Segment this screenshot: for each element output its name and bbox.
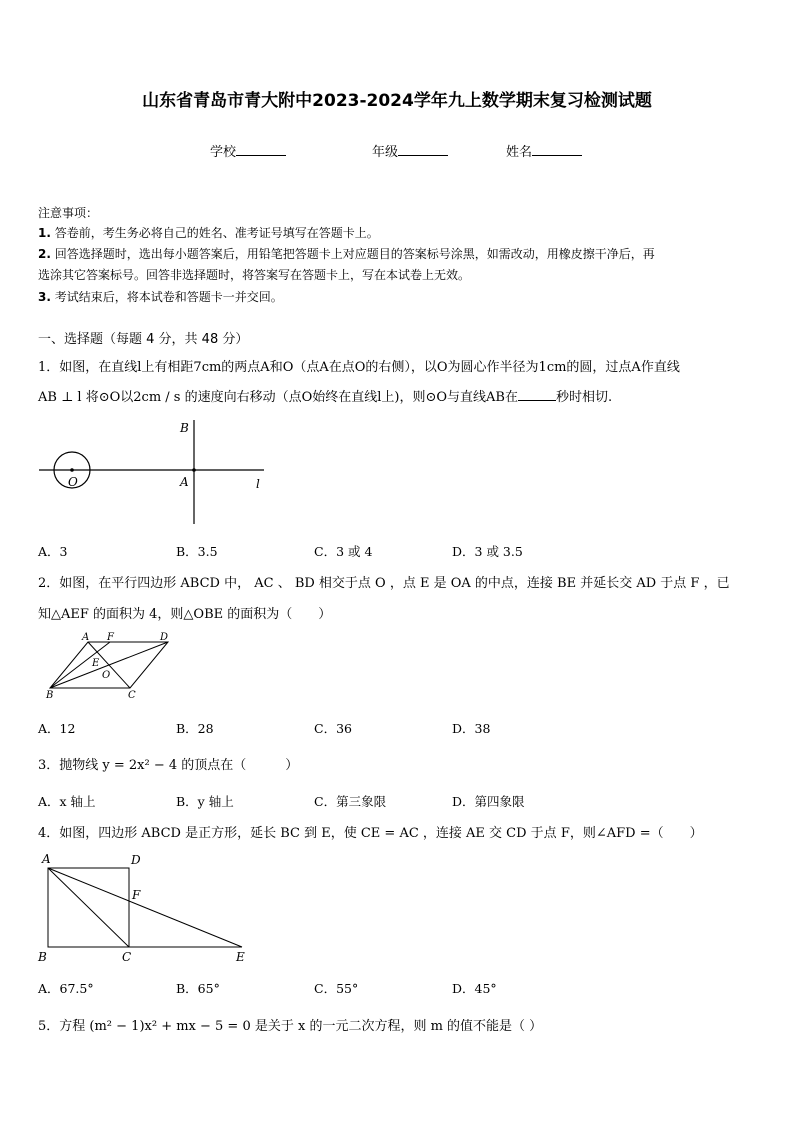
q1-text-line2 <box>38 386 612 405</box>
label-B: B <box>38 950 47 964</box>
school-blank[interactable] <box>236 143 286 156</box>
q2-figure <box>44 630 179 702</box>
notice-text: 选涂其它答案标号。回答非选择题时，将答案写在答题卡上，写在本试卷上无效。 <box>38 268 471 282</box>
q3-option-a[interactable]: A．x 轴上 <box>38 794 96 809</box>
grade-label: 年级 <box>372 145 399 160</box>
q2-option-d[interactable]: D．38 <box>452 721 491 736</box>
label-O: O <box>68 475 78 489</box>
point-A <box>192 468 196 472</box>
label-A: A <box>180 475 189 489</box>
label-F: F <box>107 632 114 643</box>
q2-option-b[interactable]: B．28 <box>176 721 214 736</box>
q4-option-d[interactable]: D．45° <box>452 981 497 996</box>
school-label: 学校 <box>210 145 237 160</box>
label-A: A <box>82 632 90 643</box>
notice-num: 1. <box>38 226 51 240</box>
q4-option-a[interactable]: A．67.5° <box>38 981 94 996</box>
name-blank[interactable] <box>532 143 582 156</box>
label-D: D <box>160 632 169 643</box>
section-heading: 一、选择题（每题 4 分，共 48 分） <box>38 332 249 347</box>
notice-text: 考试结束后，将本试卷和答题卡一并交回。 <box>54 290 283 304</box>
notice-item <box>38 245 655 262</box>
q2-option-a[interactable]: A．12 <box>38 721 76 736</box>
label-O: O <box>102 670 111 681</box>
q4-text-line1: 4．如图，四边形 ABCD 是正方形，延长 BC 到 E，使 CE = AC ，连接 AE 交 CD 于点 F，则∠AFD =（ ） <box>38 826 703 841</box>
label-E: E <box>236 950 245 964</box>
q4-figure <box>36 850 256 968</box>
label-A: A <box>42 852 51 866</box>
notice-num: 3. <box>38 290 51 304</box>
q2-text-line1: 2．如图，在平行四边形 ABCD 中， AC 、 BD 相交于点 O ，点 E 是 OA 的中点，连接 BE 并延长交 AD 于点 F ，已 <box>38 576 730 591</box>
q4-option-b[interactable]: B．65° <box>176 981 220 996</box>
label-B: B <box>46 690 54 701</box>
diagonal-AC <box>48 868 129 947</box>
label-E: E <box>92 658 100 669</box>
q5-text-line1: 5．方程 (m² − 1)x² + mx − 5 = 0 是关于 x 的一元二次方程，则 m 的值不能是（ ） <box>38 1019 543 1034</box>
q1-figure <box>36 416 276 528</box>
label-C: C <box>122 950 132 964</box>
q1-option-b[interactable]: B．3.5 <box>176 544 218 559</box>
q3-option-c[interactable]: C．第三象限 <box>314 794 387 809</box>
notice-num: 2. <box>38 247 51 261</box>
segment-AE <box>48 868 242 947</box>
notice-item <box>38 266 470 283</box>
q3-option-d[interactable]: D．第四象限 <box>452 794 525 809</box>
q3-text-line1: 3．抛物线 y = 2x² − 4 的顶点在（ ） <box>38 758 299 773</box>
label-B: B <box>180 421 189 435</box>
notice-heading: 注意事项： <box>38 206 99 220</box>
name-field <box>506 141 582 160</box>
notice-text: 答卷前，考生务必将自己的姓名、准考证号填写在答题卡上。 <box>54 226 379 240</box>
label-l: l <box>256 477 260 491</box>
notice-text: 回答选择题时，选出每小题答案后，用铅笔把答题卡上对应题目的答案标号涂黑，如需改动，用橡皮擦干净后，再 <box>54 247 655 261</box>
q1-option-a[interactable]: A．3 <box>38 544 68 559</box>
q2-text-line2: 知△AEF 的面积为 4，则△OBE 的面积为（ ） <box>38 607 332 622</box>
label-F: F <box>132 888 141 902</box>
label-C: C <box>128 690 136 701</box>
q1-answer-blank[interactable] <box>518 388 556 401</box>
school-field <box>210 141 286 160</box>
label-D: D <box>131 853 141 867</box>
page-title: 山东省青岛市青大附中2023-2024学年九上数学期末复习检测试题 <box>142 91 652 111</box>
q1-option-c[interactable]: C．3 或 4 <box>314 544 373 559</box>
grade-field <box>372 141 448 160</box>
q3-option-b[interactable]: B．y 轴上 <box>176 794 234 809</box>
point-O <box>70 468 74 472</box>
grade-blank[interactable] <box>398 143 448 156</box>
q1-text-line2b: 秒时相切. <box>555 390 613 405</box>
notice-item <box>38 288 283 305</box>
q1-option-d[interactable]: D．3 或 3.5 <box>452 544 523 559</box>
q1-text-line1: 1．如图，在直线l上有相距7cm的两点A和O（点A在点O的右侧），以O为圆心作半径为1cm的圆，过点A作直线 <box>38 360 680 375</box>
segment-BF <box>50 642 110 688</box>
q4-option-c[interactable]: C．55° <box>314 981 359 996</box>
q1-text-line2a: AB ⊥ l 将⊙O以2cm / s 的速度向右移动（点O始终在直线l上)，则⊙O与直线AB在 <box>38 390 518 405</box>
notice-item <box>38 224 379 241</box>
q2-option-c[interactable]: C．36 <box>314 721 352 736</box>
name-label: 姓名 <box>506 145 533 160</box>
diagonal-BD <box>50 642 168 688</box>
